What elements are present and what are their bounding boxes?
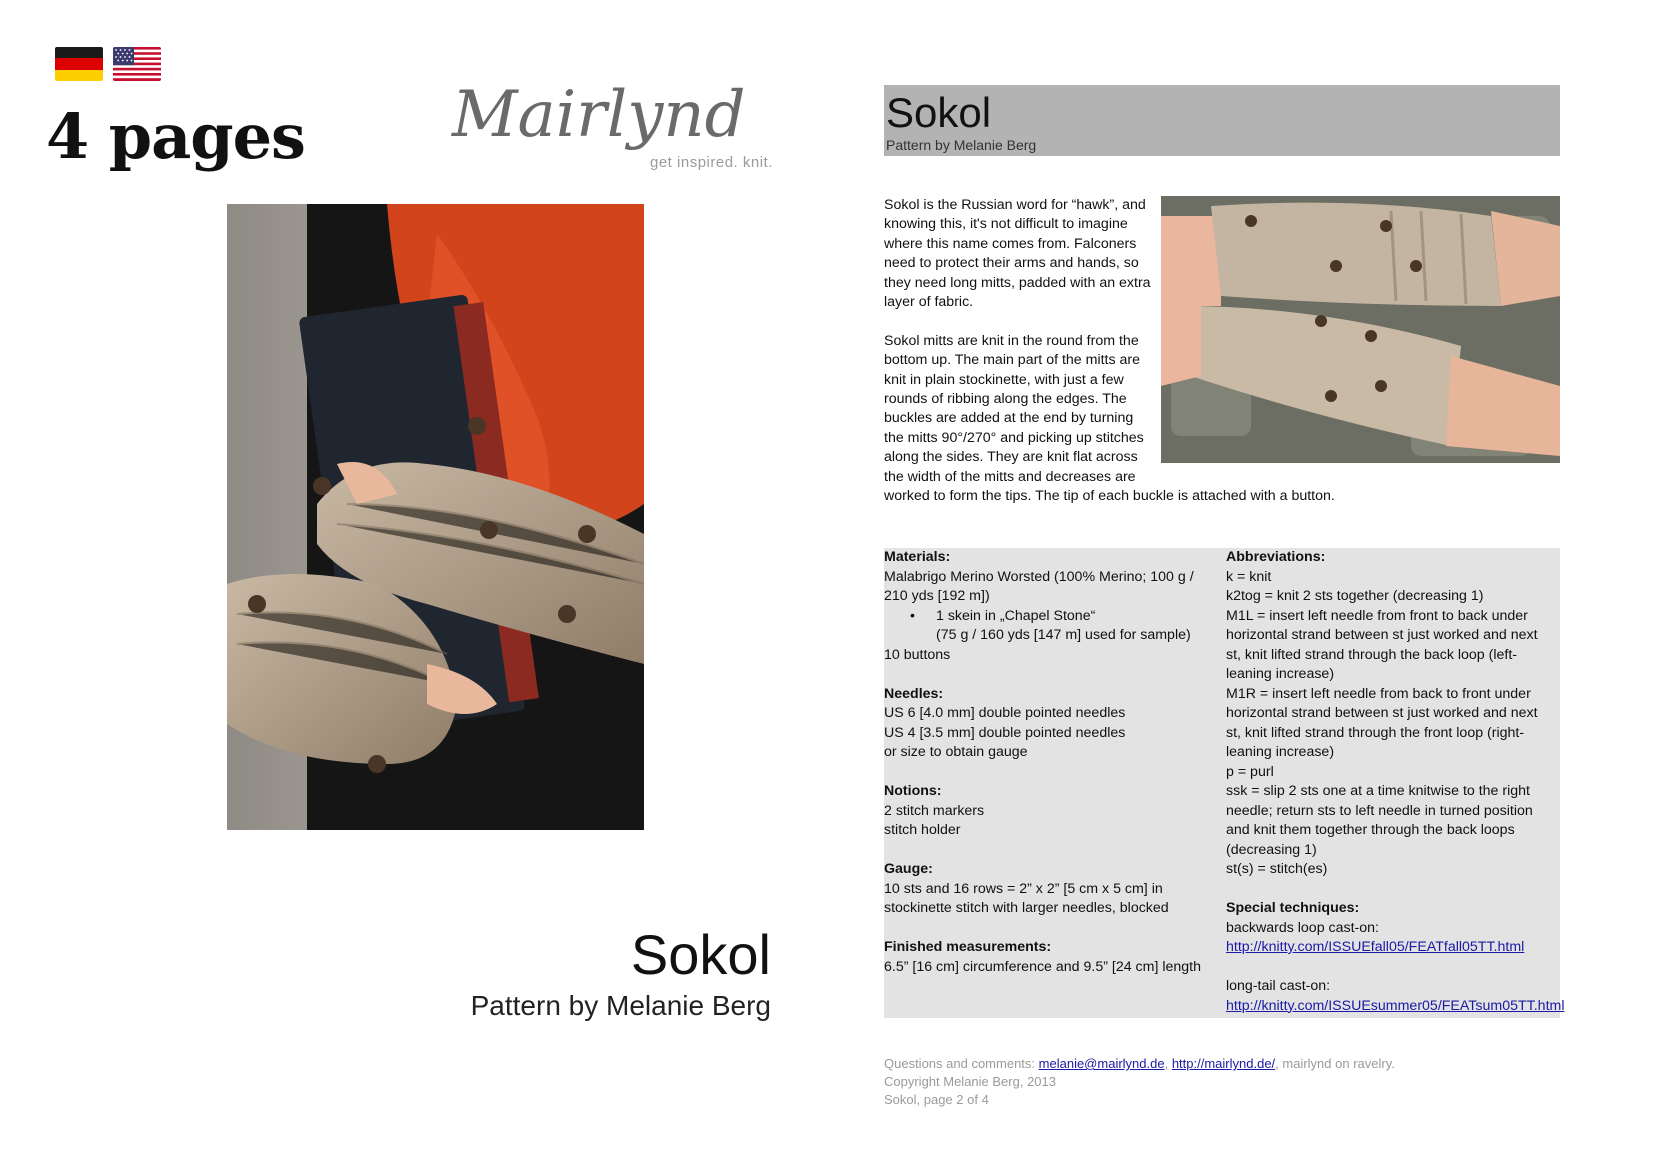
abbreviation-item: k = knit <box>1226 568 1272 585</box>
details-right-column <box>1226 548 1565 1016</box>
flag-germany-icon[interactable] <box>55 47 103 81</box>
logo-tagline: get inspired. knit. <box>650 154 773 171</box>
abbreviations-section <box>1226 548 1556 880</box>
cover-title: Sokol <box>630 923 771 986</box>
intro-paragraph-1: Sokol is the Russian word for “hawk”, and knowing this, it's not difficult to imagine where this name comes from. Falconers need to protect their arms and hands, so they need long mitts, padded with an extra layer of fabric. <box>884 197 1151 311</box>
backwards-loop-link[interactable]: http://knitty.com/ISSUEfall05/FEATfall05TT.html <box>1226 939 1525 955</box>
footer-page-number: Sokol, page 2 of 4 <box>884 1092 989 1107</box>
needles-line: or size to obtain gauge <box>884 744 1028 760</box>
intro-paragraph-2: Sokol mitts are knit in the round from the bottom up. The main part of the mitts are knit in plain stockinette, with just a few rounds of ribbing along the edges. The buckles are added at the end by turning the mitts 90°/270° and picking up stitches along the sides. They are knit flat across the width of the mitts and decreases are worked to form the tips. The tip of each buckle is attached with a button. <box>884 332 1335 505</box>
abbreviation-item: M1L = insert left needle from front to back under horizontal strand between st just worked and next st, knit lifted strand through the back loop (left-leaning increase) <box>1226 607 1538 682</box>
footer-copyright: Copyright Melanie Berg, 2013 <box>884 1074 1056 1089</box>
page-count-title: 4 pages <box>46 100 305 173</box>
pattern-title: Sokol <box>886 89 992 136</box>
pattern-author: Pattern by Melanie Berg <box>886 137 1037 153</box>
long-tail-label: long-tail cast-on: <box>1226 978 1331 994</box>
special-heading: Special techniques: <box>1226 900 1360 916</box>
abbreviations-heading: Abbreviations: <box>1226 549 1326 565</box>
mitts-photo <box>1161 196 1560 463</box>
logo-wordmark: Mairlynd <box>452 78 746 152</box>
intro-section <box>884 196 1560 526</box>
materials-bullet: • 1 skein in „Chapel Stone“ <box>884 607 1214 627</box>
needles-line: US 4 [3.5 mm] double pointed needles <box>884 724 1126 741</box>
needles-section <box>884 685 1214 763</box>
backwards-loop-label: backwards loop cast-on: <box>1226 919 1379 936</box>
abbreviation-item: p = purl <box>1226 763 1274 780</box>
materials-bullet-detail: (75 g / 160 yds [147 m] used for sample) <box>936 627 1191 643</box>
needles-line: US 6 [4.0 mm] double pointed needles <box>884 705 1126 721</box>
notions-heading: Notions: <box>884 783 942 799</box>
mairlynd-logo <box>452 78 782 178</box>
materials-buttons: 10 buttons <box>884 646 951 663</box>
gauge-text: 10 sts and 16 rows = 2” x 2” [5 cm x 5 cm] in stockinette stitch with larger needles, blocked <box>884 880 1169 916</box>
pattern-details-box <box>884 548 1565 1018</box>
finished-measurements-section <box>884 938 1214 977</box>
special-techniques-section <box>1226 899 1565 1016</box>
footer-email-link[interactable]: melanie@mairlynd.de <box>1038 1056 1165 1071</box>
abbreviation-item: ssk = slip 2 sts one at a time knitwise to the right needle; return sts to left needle in turned position and knit them together through the back loops (decreasing 1) <box>1226 783 1533 858</box>
notions-line: 2 stitch markers <box>884 802 985 819</box>
abbreviation-item: st(s) = stitch(es) <box>1226 861 1328 877</box>
notions-line: stitch holder <box>884 822 961 838</box>
abbreviation-item: k2tog = knit 2 sts together (decreasing 1) <box>1226 588 1484 604</box>
gauge-heading: Gauge: <box>884 861 933 877</box>
cover-subtitle: Pattern by Melanie Berg <box>470 990 771 1021</box>
footer-questions: Questions and comments: <box>884 1056 1036 1071</box>
needles-heading: Needles: <box>884 685 944 702</box>
page-footer <box>884 1055 1395 1109</box>
cover-photo <box>227 204 644 830</box>
pattern-header <box>884 85 1560 156</box>
footer-website-link[interactable]: http://mairlynd.de/ <box>1171 1056 1276 1071</box>
materials-heading: Materials: <box>884 549 951 565</box>
materials-yarn: Malabrigo Merino Worsted (100% Merino; 100 g / 210 yds [192 m]) <box>884 568 1194 604</box>
gauge-section <box>884 860 1214 919</box>
details-left-column <box>884 548 1214 997</box>
footer-ravelry: , mairlynd on ravelry. <box>1275 1056 1395 1071</box>
materials-section <box>884 548 1214 665</box>
flag-usa-icon[interactable] <box>113 47 161 81</box>
notions-section <box>884 782 1214 841</box>
footer-contact: Questions and comments: melanie@mairlynd.de, http://mairlynd.de/, mairlynd on ravelry. <box>884 1056 1395 1071</box>
long-tail-link[interactable]: http://knitty.com/ISSUEsummer05/FEATsum05TT.html <box>1226 997 1565 1014</box>
finished-heading: Finished measurements: <box>884 939 1052 955</box>
finished-text: 6.5” [16 cm] circumference and 9.5” [24 cm] length <box>884 958 1202 975</box>
abbreviation-item: M1R = insert left needle from back to front under horizontal strand between st just worked and next st, knit lifted strand through the front loop (right-leaning increase) <box>1226 685 1538 760</box>
